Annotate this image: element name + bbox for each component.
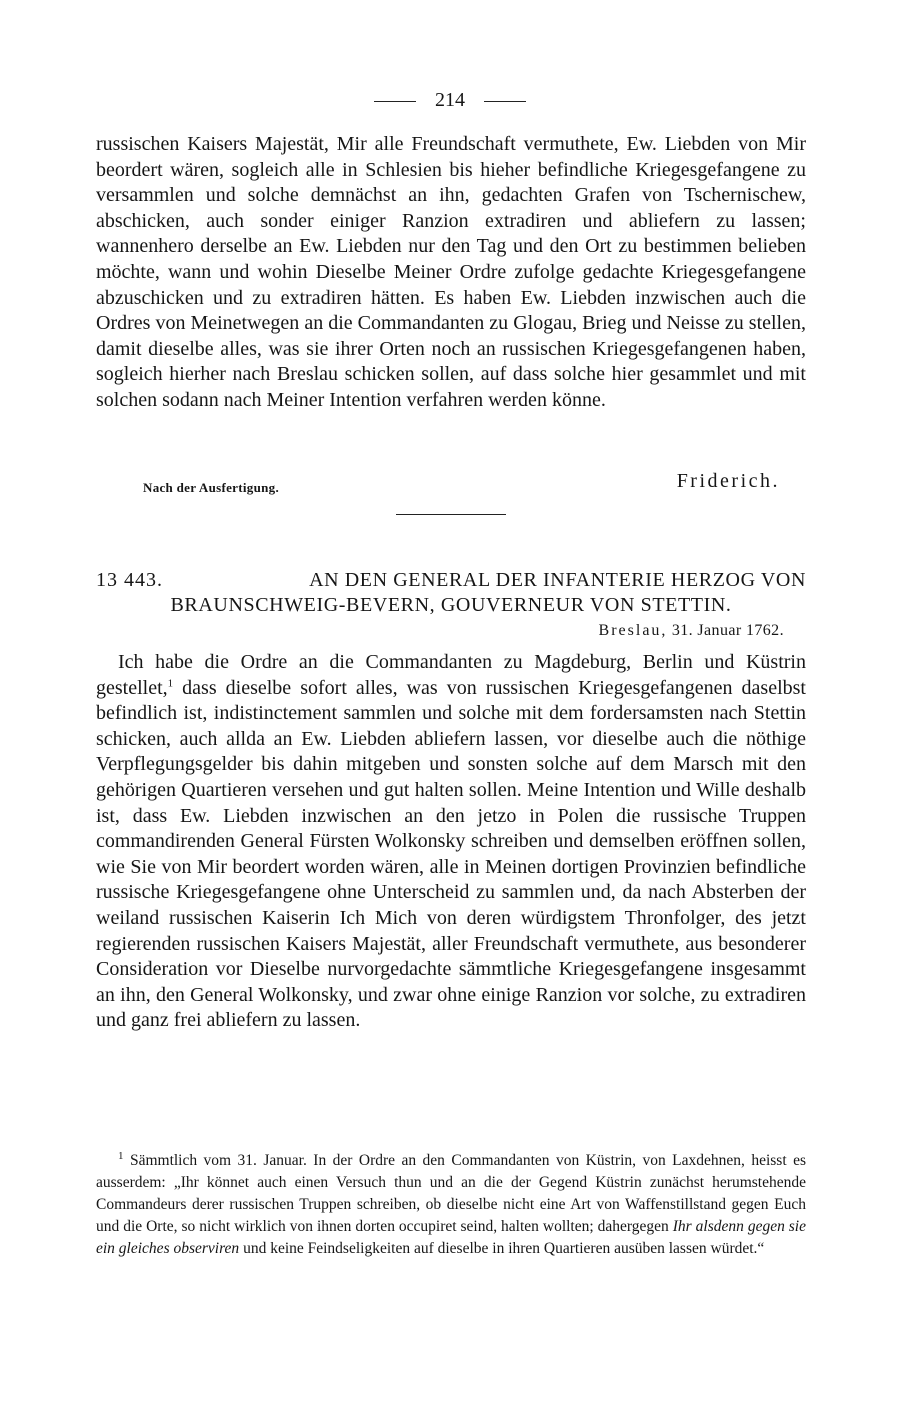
letter-body — [96, 650, 806, 1034]
letter-text-part1: Ich habe die Ordre an die Commandanten zu Magdeburg, Berlin und Küstrin gestellet, — [96, 651, 806, 699]
letter-paragraph — [96, 650, 806, 1034]
footnote-mark: 1 — [118, 1149, 124, 1162]
continuation-text: russischen Kaisers Majestät, Mir alle Freundschaft vermuthete, Ew. Liebden von Mir beordert wären, sogleich alle in Schlesien bis hieher befindliche Kriegesgefangene zu versammlen und solche demnächst an ihn, gedachten Grafen von Tschernischew, abschicken, auch sonder einiger Ranzion extradiren und abliefern zu lassen; wannenhero derselbe an Ew. Liebden nur den Tag und den Ort zu bestimmen belieben möchte, wann und wohin Dieselbe Meiner Ordre zufolge gedachte Kriegesgefangene abzuschicken und zu extradiren hätten. Es haben Ew. Liebden inzwischen auch die Ordres von Meinetwegen an die Commandanten zu Glogau, Brieg und Neisse zu stellen, damit dieselbe alles, was sie ihrer Orten noch an russischen Kriegesgefangenen haben, sogleich hierher nach Breslau schicken sollen, auf dass solche hier gesammlet und mit solchen sodann nach Meiner Intention verfahren werden könne. — [96, 133, 806, 411]
header-rule-right — [484, 101, 526, 102]
document-date: 31. Januar 1762. — [671, 622, 784, 639]
footnote-reference: 1 — [167, 676, 174, 689]
page-number: 214 — [435, 89, 465, 111]
source-note: Nach der Ausfertigung. — [143, 480, 280, 495]
footnote — [96, 1150, 806, 1260]
continuation-paragraph — [96, 132, 806, 414]
document-number: 13 443. — [96, 569, 163, 591]
page-header — [0, 88, 900, 112]
footnote-text-italic: Ihr alsdenn gegen sie ein gleiches observiren — [96, 1218, 806, 1257]
letter-text-part2: dass dieselbe sofort alles, was von russischen Kriegesgefangenen daselbst befindlich ist, indistinctement sammlen und solche mit dem fordersamsten nach Stettin schicken, auch allda an Ew. Liebden abliefern lassen, vor dieselbe auch die nöthige Verpflegungsgelder bis dahin mitgeben und sonsten solche auf dem Marsch mit den gehörigen Quartieren versehen und gut halten sollen. Meine Intention und Wille deshalb ist, dass Ew. Liebden inzwischen an den jetzo in Polen die russische Truppen commandirenden General Fürsten Wolkonsky schreiben und demselben eröffnen sollen, wie Sie von Mir beordert worden wären, alle in Meinen dortigen Provinzien befindliche russische Kriegesgefangene ohne Unterscheid zu sammlen und, da nach Absterben der weiland russischen Kaiserin Ich Mich von deren würdigstem Thronfolger, des jetzt regierenden russischen Kaisers Majestät, aller Freundschaft vermuthete, aus besonderer Consideration vor Dieselbe nurvorgedachte sämmtliche Kriegesgefangene insgesammt an ihn, den General Wolkonsky, und zwar ohne einige Ranzion vor solche, zu extradiren und ganz frei abliefern zu lassen. — [96, 676, 806, 1032]
place-date — [599, 622, 784, 640]
section-divider — [396, 514, 506, 515]
signature: Friderich. — [676, 470, 780, 492]
footnote-text: Sämmtlich vom 31. Januar. In der Ordre an den Commandanten von Küstrin, von Laxdehnen, heisst es ausserdem: „Ihr könnet auch einen Versuch thun und an die der Gegend Küstrin zunächst herumstehende Commandeurs derer russischen Truppen schreiben, ob dieselbe nicht eine Art von Waffenstillstand gegen Euch und die Orte, so nicht wirklich von ihnen dorten occupiret seind, halten wollten; dahergegen — [96, 1152, 806, 1235]
footnotes — [96, 1150, 806, 1260]
footnote-text-end: und keine Feindseligkeiten auf dieselbe in ihren Quartieren ausüben lassen würdet.“ — [239, 1240, 765, 1257]
document-place: Breslau, — [598, 622, 668, 639]
document-title-line1: AN DEN GENERAL DER INFANTERIE HERZOG VON — [309, 569, 806, 591]
document-heading — [96, 568, 806, 618]
header-rule-left — [374, 101, 416, 102]
document-title-line2: BRAUNSCHWEIG-BEVERN, GOUVERNEUR VON STETTIN. — [170, 594, 732, 616]
